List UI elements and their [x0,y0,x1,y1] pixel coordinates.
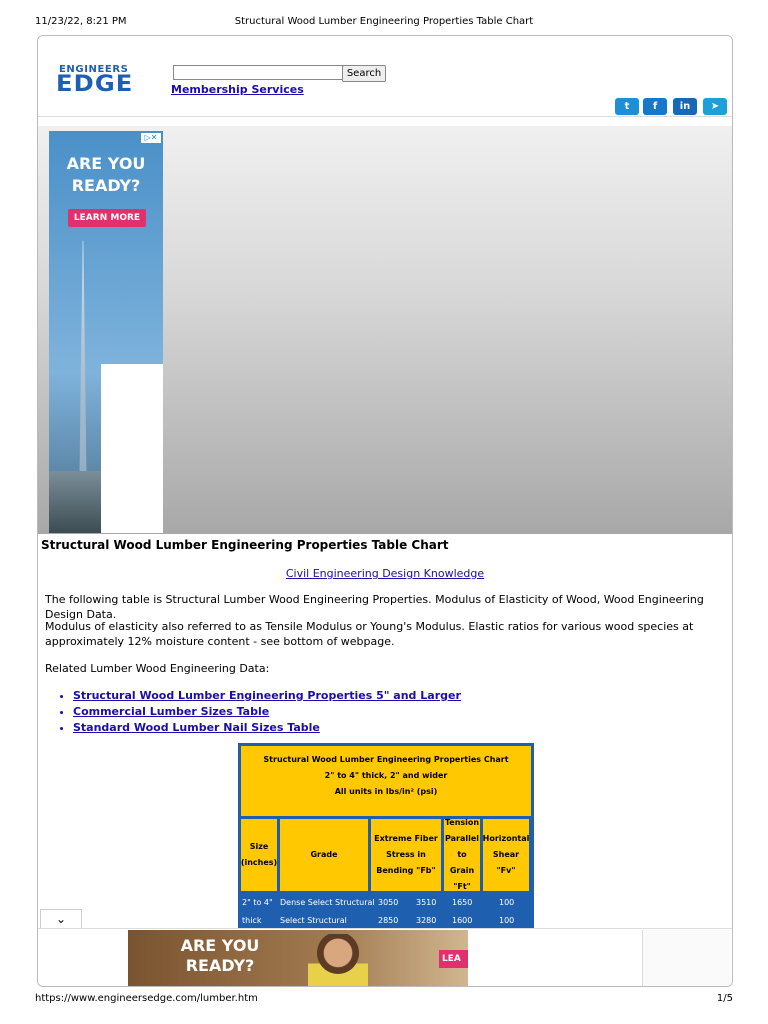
table-cell: 1600 [452,916,473,925]
print-title: Structural Wood Lumber Engineering Properties Table Chart [234,16,534,27]
table-caption-units: All units in lbs/in² (psi) [334,787,438,796]
facebook-share-icon[interactable]: f [643,98,667,115]
ad-learn-more-button[interactable]: LEARN MORE [68,209,146,227]
ad-heading: ARE YOU READY? [66,154,146,195]
table-caption-title: Structural Wood Lumber Engineering Properties Chart [263,755,509,764]
site-logo[interactable] [56,64,156,97]
page-title: Structural Wood Lumber Engineering Properties Table Chart [41,538,449,552]
bottom-ad[interactable] [128,930,468,987]
twitter-share-icon[interactable]: t [615,98,639,115]
logo-text-top: ENGINEERS [59,64,129,75]
table-cell: 1650 [452,898,473,907]
header-size: Size (inches) [241,819,277,891]
table-caption [241,746,531,816]
related-link-larger-lumber[interactable]: • Structural Wood Lumber Engineering Properties 5" and Larger [73,688,461,704]
lumber-properties-table [238,743,534,943]
header-fv: Horizontal Shear "Fv" [483,819,529,891]
logo-text-bottom: EDGE [56,72,134,97]
telegram-share-icon[interactable]: ➤ [703,98,727,115]
membership-services-link[interactable]: Membership Services [171,83,304,96]
table-cell: 100 [499,916,515,925]
table-cell: 3280 [416,916,437,925]
table-caption-size: 2" to 4" thick, 2" and wider [324,771,448,780]
search-input[interactable] [173,65,344,80]
print-header [0,16,768,30]
related-link-nail-sizes[interactable]: • Standard Wood Lumber Nail Sizes Table [73,720,461,736]
print-url: https://www.engineersedge.com/lumber.htm [35,993,258,1004]
table-cell: 2850 [378,916,399,925]
table-cell: 100 [499,898,515,907]
side-ad[interactable] [49,131,163,533]
table-cell: thick [242,916,262,925]
table-cell: 3510 [416,898,437,907]
bottom-ad-cta[interactable]: LEA [439,950,468,968]
header-grade: Grade [280,819,368,891]
modulus-paragraph: Modulus of elasticity also referred to as Tensile Modulus or Young's Modulus. Elastic ratios for various wood species at approximately 12% moisture content - see bottom of webpage. [45,620,694,648]
related-link-commercial-sizes[interactable]: • Commercial Lumber Sizes Table [73,704,461,720]
print-date: 11/23/22, 8:21 PM [35,16,127,27]
header-ft: Tension Parallel to Grain "Ft" [444,818,480,891]
site-header [38,36,732,117]
table-cell: 2" to 4" [242,898,273,907]
related-links-list [61,688,461,736]
table-cell: Dense Select Structural [280,898,375,907]
related-heading: Related Lumber Wood Engineering Data: [45,662,270,675]
intro-paragraph: The following table is Structural Lumber Wood Engineering Properties. Modulus of Elasticity of Wood, Wood Engineering Design Data. [45,593,704,621]
browser-page-frame [37,35,733,987]
bottom-ad-person-image [308,934,368,987]
table-cell: Select Structural [280,916,347,925]
header-fb: Extreme Fiber Stress in Bending "Fb" [371,819,441,891]
search-button[interactable]: Search [342,65,386,82]
bottom-ad-heading: ARE YOU READY? [180,936,260,975]
table-cell: 3050 [378,898,399,907]
collapse-ad-button[interactable]: ⌄ [40,909,82,928]
print-page-number: 1/5 [716,993,733,1004]
category-link[interactable]: Civil Engineering Design Knowledge [285,567,485,580]
ad-blank-overlay [101,364,163,533]
ad-choices-icon[interactable]: ▷✕ [141,133,161,143]
linkedin-share-icon[interactable]: in [673,98,697,115]
bottom-ad-side-panel [642,930,731,987]
main-content [38,536,732,936]
